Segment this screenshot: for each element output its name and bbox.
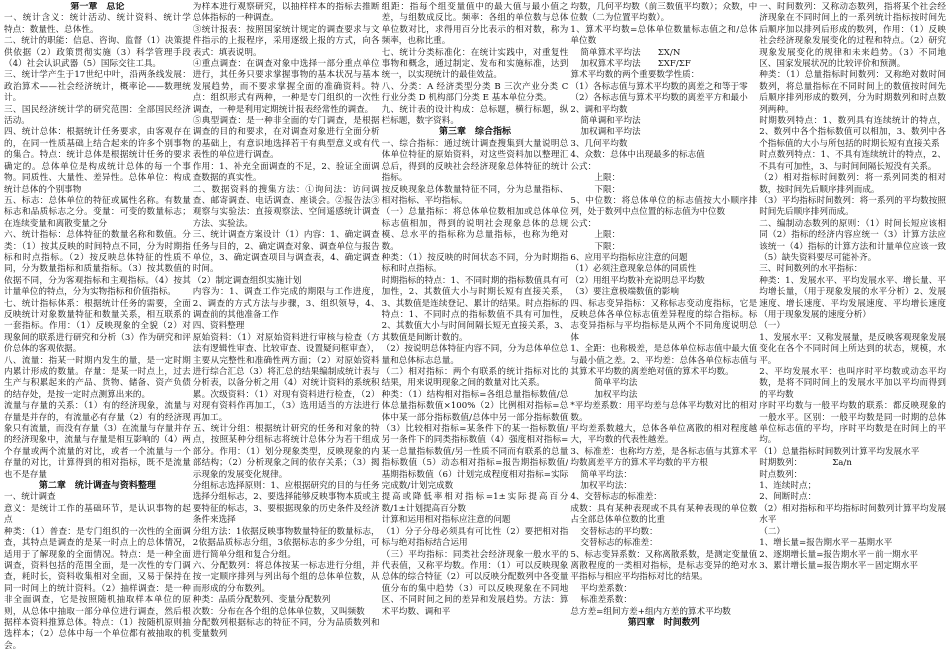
text-paragraph: 一、时间数列：又称动态数列，指将某个社会经济现象在不同时间上的一系列统计指标按时间先后顺序加以排列后形成的数列，作用：（1）反映社会经济现象发展变化的过程和特点。（2）研究现象发展变化的规律和未来趋势。（3）不同地区、国家发展状况的比较评价和预测。 (759, 2, 946, 70)
text-paragraph: 1、增长量=报告期水平－基期水平 (759, 538, 893, 549)
text-paragraph: （三）平均指标：同类社会经济现象一般水平的代表值，又称平均数。作用：（1）可以反映现象总体的综合特征（2）可以反映分配数列中各变量值分布的集中趋势（3）可以反映现象在不同地区、不同时间之间的差异和发展趋势。方法：算术平均数、调和平 (381, 549, 569, 617)
text-paragraph: 流量与存量的关系：（1）有的经济现象，流量与存量是并存的，有流量必有存量（2）有的经济现象只有流量，而没有存量（3）在流量与存量并存的经济现象中，流量与存量是相互影响的（4）两个存量或两个流量的对比，或者一个流量与一个存量的对比，计算得到的相对指标，既不是流量也不是存量 (4, 401, 191, 480)
text-paragraph: 一、统计含义：统计活动、统计资料、统计学 特点：数量性、总体性。 (4, 13, 191, 35)
text-paragraph: 下限： (594, 241, 621, 252)
section-heading: 第四章 时间数列 (627, 617, 700, 628)
text-paragraph: 时点数列特点：1、不具有连续统计的特点，2、不具有可加性，3、与时间间隔长短没有关系。 (759, 150, 946, 172)
text-paragraph: 四、统计总体：根据统计任务要求，由客观存在的，在同一性质基础上结合起来的许多个别事物的集合。特点：统计总体是根据统计任务的要求确定的。总体单位是构成统计总体的每一个事物。同质性、大量性、差异性。总体单位：构成统计总体的个别事物 (4, 127, 191, 195)
column-4 (570, 2, 757, 670)
text-paragraph: 八、分类：A 经济类型分类 B 三次产业分类 C 行业分类 D 机构部门分类 E 基本单位分类。 (381, 81, 569, 104)
text-paragraph: 均数，几何平均数（前三数值平均数）；众数，中位数（二为位置平均数）。 (570, 2, 758, 24)
text-paragraph: 三、时间数列的水平指标： (759, 264, 863, 275)
text-paragraph: 五、统计分组：根据统计研究的任务和对象的特点，按照某种分组标志将统计总体分为若干组成部分。作用：（1）划分现象类型，反映现象的内部结构；（2）分析现象之间的依存关系；（3）揭示现象的发展变化规律。 (192, 424, 380, 480)
text-paragraph: 时期数列： Σa/n (759, 458, 852, 469)
text-paragraph: 1、发展水平：又称发展量，是反映客观现象发展变化在各个不同时间上所达到的状态，规模，水平。 (759, 332, 946, 366)
section-heading: 第一章 总论 (70, 2, 125, 12)
text-paragraph: 加权算术平均法 ΣXF/ΣF (580, 59, 691, 70)
text-paragraph: 种类：（1）总量指标时间数列：又称绝对数时间数列，将总量指标在不同时间上的数值按时间先后顺序排列形成的数列，分为时期数列和时点数列两种。 (759, 70, 946, 115)
text-paragraph: 九、统计表的设计构成：总标题，横行标题，纵栏标题，数字资料。 (381, 104, 569, 127)
text-paragraph: 时期数列特点：1、数列具有连续统计的特点，2、数列中各个指标数值可以相加，3、数列中各个指标值的大小与所包括的时期长短有直接关系 (759, 116, 946, 149)
text-paragraph: 简单平均法： (580, 469, 632, 480)
text-paragraph: 分配数列根据标志的特征不同，分为品质数列和变量数列 (192, 617, 380, 640)
text-paragraph: 八、流量：指某一时期内发生的量，是一定时期内累计形成的数量。存量：是某一时点上，过去生产与积累起来的产品、货物、储备、资产负债的结存处，是按一定时点测算出来的。 (4, 355, 191, 400)
text-paragraph: 1、算术平均数=总体单位数量标志值之和/总体单位数 (570, 24, 758, 47)
text-paragraph: （一） (759, 321, 785, 332)
section-heading: 第三章 综合指标 (438, 127, 511, 138)
text-paragraph: 简单调和平均法 (580, 116, 641, 127)
text-paragraph: 为样本进行观察研究，以抽样样本的指标去推断总体指标的一种调查。 (192, 2, 380, 24)
text-paragraph: 3、几何平均数 (570, 138, 628, 149)
text-paragraph: （2）各标志值与算术平均数的离差平方和最小 (570, 93, 748, 104)
text-paragraph: （2）制定调查组织实施计划 (192, 275, 302, 286)
text-paragraph: 一、统计调查 (4, 492, 56, 503)
text-paragraph: 内容为：1、调查工作完成的期限与工作进度，2、调查的方式方法与步骤，3、组织领导，4、调查前的其他准备工作 (192, 287, 380, 320)
text-paragraph: （1）各标志值与算术平均数的离差之和等于零 (570, 81, 748, 92)
text-paragraph: 3、标准差：也称均方差，是各标志值与其算术平均数离差平方的算术平均数的平方根 (570, 446, 758, 469)
text-paragraph: 1、全距：也称极差，是总体单位标志值中最大值与最小值之差。2、平均差：总体各单位标志值与其算术平均数的离差绝对值的算术平均数。 (570, 344, 758, 377)
text-paragraph: 六、分配数列：将总体按某一标志进行分组，并按一定顺序排列与列出每个组的总体单位数，从而形成的分布数列。 (192, 560, 380, 594)
text-paragraph: （2）按说明总体特征内容不同，分为总体单位总量和总体标志总量。 (381, 344, 569, 366)
text-paragraph: 公式： (570, 161, 597, 172)
text-paragraph: （2）相对指标和平均指标时间数列计算平均发展水平 (759, 503, 946, 526)
text-paragraph: 简单算术平均法 ΣX/N (580, 47, 681, 58)
text-paragraph: 原始资料：（1）对原始资料进行审核与检查（方法有逻辑性审查、比较审查、设置疑问框审查），主要从完整性和准确性两方面；（2）对原始资料进行综合汇总（3）将汇总的结果编制成统计表与分析表，以备分析之用（4）对统计资料的系统积累。次级资料：（1）对现有资料进行检查，（2）对现有资料作再加工，（3）选用适当的方法进行再加工。 (192, 332, 380, 423)
text-paragraph: 6、应用平均指标应注意的问题 (570, 252, 688, 263)
text-paragraph: 平均差系数越大，总体各单位离散的相对程度越大，平均数的代表性越差。 (570, 424, 758, 446)
text-paragraph: 三、国民经济统计学的研究范围：全部国民经济活动。 (4, 104, 191, 127)
text-paragraph: 5、中位数：将总体单位的标志值按大小顺序排列，处于数列中点位置的标志值为中位数 (570, 195, 758, 218)
text-paragraph: 按反映现象总体数量特征不同，分为总量指标、相对指标、平均指标。 (381, 184, 569, 206)
text-paragraph: 种类：1、发展水平、平均发展水平、增长量、平均增长量，（用于现象发展的水平分析）2、发展速度、增长速度、平均发展速度、平均增长速度（用于现象发展的速度分析） (759, 275, 946, 320)
text-paragraph: 3、累计增长量=报告期水平－固定期水平 (759, 560, 918, 571)
text-paragraph: 四、资料整理 (192, 321, 245, 332)
text-paragraph: 2、平均发展水平：也叫序时平均数或动态平均数，是将不同时间上的发展水平加以平均而得到的平均数 (759, 367, 946, 400)
text-paragraph: 六、统计指标：总体特征的数量名称和数值。分类：（1）按其反映的时间特点不同，分为时期指标和时点指标。（2）按反映总体特征的性质不同，分为数量指标和质量指标。（3）按其数值的依据不同，分为客观指标和主观指标。（4）按其计量单位的特点，分为实物指标和价值指标。 (4, 230, 191, 298)
text-paragraph: 4、交替标志的标准差： (570, 492, 662, 503)
text-paragraph: 五、标志：总体单位的特征或属性名称。有数量标志和品质标志之分。变量：可变的数量标志；在连续变量和离散变量之分 (4, 195, 191, 229)
text-paragraph: 四、标志变异指标：又称标志变动度指标，它是反映总体各单位标志值差异程度的综合指标。标志变异指标与平均指标是从两个不同角度说明总体 (570, 298, 758, 343)
column-5 (759, 2, 946, 670)
text-paragraph: 二、数据资料的搜集方法：①询问法：访问调查、邮寄调查、电话调查、座谈会。②报告法③观察与实验法：直接观察法、空间遥感统计调查方法、实验法。 (192, 184, 380, 229)
text-paragraph: 2、逐期增长量=报告期水平－前一期水平 (759, 549, 918, 560)
text-paragraph: 计算和运用相对指标应注意的问题 (381, 515, 511, 526)
text-paragraph: 时点数列： (759, 469, 803, 480)
text-paragraph: 意义：是统计工作的基础环节，是认识事物的起点 (4, 503, 191, 526)
text-paragraph: 2、调和平均数 (570, 104, 628, 115)
text-paragraph: （一）总量指标：将总体单位数相加或总体单位标志值相加，得到的说明社会现象总体的总规模、总水平的指标称为总量指标，也称为绝对数。 (381, 207, 569, 252)
text-paragraph: （3）平均指标时间数列：将一系列的平均数按照时间先后顺序排列而成。 (759, 195, 946, 218)
section-heading: 第二章 统计调查与资料整理 (38, 481, 156, 492)
text-paragraph: 次数：分布在各个组的总体单位数，又叫频数 (192, 606, 365, 617)
text-paragraph: 时期指标的特点：1、不同时期的指标数值具有可加性，2、其数值大小与时期长短有直接关系，3、其数值是连续登记、累计的结果。时点指标的特点：1、不同时点的指标数值不具有可加性，2、其数值大小与时间间隔长短无直接关系，3、其数值是间断计数的。 (381, 275, 569, 343)
text-paragraph: 序时平均数与一般平均数的联系：都反映现象的一般水平。区别：一般平均数是同一时期的总体单位标志值的平均，序时平均数是在时间上的平均。 (759, 401, 946, 446)
text-paragraph: （二）相对指标：两个有联系的统计指标对比的结果，用来说明现象之间的数量对比关系。 (381, 367, 569, 389)
text-paragraph: *平均差系数：用平均差与总体平均数对比的相对数。 (570, 401, 758, 423)
text-paragraph: （1）总量指标时间数列计算平均发展水平 (759, 446, 920, 457)
text-paragraph: 七、统计指标体系：根据统计任务的需要，全面反映统计对象数量特征和数量关系，相互联系的一套指标。作用：（1）反映现象的全貌（2）对现象间的联系进行研究和分析（3）作为研究和评价总体的客观依据。 (4, 298, 191, 355)
text-paragraph: 5、标志变异系数：又称离散系数，是测定变量值离散程度的一类相对指标，是标志变异的绝对水平指标与相应平均指标对比的结果。 (570, 549, 758, 583)
text-paragraph: 二、编制动态数列的原则：（1）时间长短应该相同（2）指标的经济内容应统一（3）计算方法应该统一（4）指标的计算方法和计量单位应该一致（5）缺失资料要尽可能补齐。 (759, 218, 946, 263)
text-paragraph: 1、连续时点； (759, 481, 817, 492)
text-paragraph: 二、统计的职能：信息、咨询、监督（1）决策提供依据（2）政策贯彻实施（3）科学管理手段（4）社会认识武器（5）国际交往工具。 (4, 36, 191, 70)
text-paragraph: （二） (759, 526, 785, 537)
text-paragraph: 分组方法：1依据反映事物数量特征的数量标志，2依据品质标志分组，3依据标志的多少分组，可进行简单分组和复合分组。 (192, 526, 380, 560)
text-paragraph: 种类：品质分配数列、变量分配数列 (192, 595, 331, 606)
text-paragraph: 交替标志的标准差： (580, 538, 658, 549)
text-paragraph: 提高或降低率相对指标=1±实际提高百分数/1±计划提高百分数 (381, 492, 569, 514)
text-paragraph: 七、统计分类标准化：在统计实践中，对重复性事物和概念，通过制定、发布和实施标准，达到统一，以实现统计的最佳效益。 (381, 47, 569, 81)
text-paragraph: 作用：1、补充全面调查的不足，2、验证全面调查数据的真实性。 (192, 161, 380, 184)
text-paragraph: 上限： (594, 230, 621, 241)
text-paragraph: 种类：（1）结构相对指标=各组总量指标数值/总体总量指标数值×100%（2）比例相对指标=总体中某一部分指标数值/总体中另一部分指标数值（3）比较相对指标=某条件下的某一指标数值/另一条件下的同类指标数值（4）强度相对指标=某一总量指标数值/另一性质不同而有联系的总量指标数值（5）动态相对指标=报告期指标数值/基期指标数值（6）计划完成程度相对指标=实际完成数/计划完成数 (381, 389, 569, 492)
text-paragraph: （2）用组平均数补充说明总平均数 (570, 275, 705, 286)
text-paragraph: （1）分子分母必须具有可比性（2）要把相对指标与绝对指标结合运用 (381, 526, 569, 549)
column-2 (193, 2, 380, 670)
text-paragraph: 上限： (594, 173, 621, 184)
text-paragraph: ③统计报表：按照国家统计规定的调查要求与文件指示的上报程序，采用逐级上报的方式，向各 表式：填表说明。 (192, 24, 380, 58)
text-paragraph: 分组标志选择原则：1、应根据研究的目的与任务选择分组标志，2、要选择能够反映事物本质或主要特征的标志，3、要根据现象的历史条件及经济条件来选择 (192, 481, 380, 526)
text-paragraph: （3）要注意极端数值的影响 (570, 287, 679, 298)
text-paragraph: 平均差系数： (580, 583, 632, 594)
text-paragraph: 交替标志的平均数： (580, 526, 658, 537)
text-paragraph: 种类：（1）按反映的时间状态不同，分为时期指标和时点指标。 (381, 252, 569, 275)
text-paragraph: 三、统计学产生于17世纪中叶，沿两条线发展：政治算术——社会经济统计，概率论——数理统计。 (4, 70, 191, 104)
text-paragraph: ④重点调查：在调查对象中选择一部分重点单位进行，其任务只要求掌握事物的基本状况与基本发展趋势，而不要求掌握全面的准确资料。特点：组织形式有两种，一种是专门组织的一次性调查，一种是利用定期统计报表经常性的调查。 (192, 59, 380, 115)
text-paragraph: （2）相对指标时间数列：将一系列同类的相对数，按时间先后顺序排列而成。 (759, 173, 946, 195)
text-paragraph: 成数：具有某种表现或不具有某种表现的单位数占全部总体单位数的比重 (570, 503, 758, 526)
text-paragraph: 一、综合指标：通过统计调查搜集到大量说明总体单位特征的原始资料，对这些资料加以整理汇总后，得到的反映社会经济现象总体特征的统计指标。 (381, 138, 569, 184)
text-paragraph: 组距：指每个组变量值中的最大值与最小值之差，与组数成反比。频率：各组的单位数与总体单位数对比，求得用百分比表示的相对数，称为频率，也称比重。 (381, 2, 569, 47)
text-paragraph: 总方差=组间方差+组内方差的算术平均数 (570, 606, 731, 617)
text-paragraph: 公式： (570, 218, 597, 229)
text-paragraph: 简单平均法 (594, 378, 638, 389)
text-paragraph: ⑤典型调查：是一种非全面的专门调查，是根据调查的目的和要求，在对调查对象进行全面分析的基础上，有意识地选择若干有典型意义或有代表性的单位进行调查。 (192, 116, 380, 161)
text-paragraph: 加权平均法 (594, 389, 638, 400)
column-1 (4, 2, 191, 670)
text-paragraph: （1）必须注意现象总体的同质性 (570, 264, 697, 275)
text-paragraph: 三、统计调查方案设计（1）内容：1、确定调查任务与目的，2、确定调查对象、调查单位与报告单位，3、确定调查项目与调查表，4、确定调查时间。 (192, 230, 380, 275)
column-3 (382, 2, 569, 670)
text-paragraph: 种类：（1）普查：是专门组织的一次性的全面调查，其特点是调查的是某一时点上的总体情况，适用于了解现象的全面情况。特点：是一种全面调查，资料包括的范围全面，是一次性的专门调查，耗时长，资料收集相对全面，又易于保持在同一时间上的统计资料。（2）抽样调查：是一种非全面调查，它是按照随机抽取样本单位的原则，从总体中抽取一部分单位进行调查，然后根据样本资料推算总体。特点：（1）按随机原则抽选样本；（2）总体中每一个单位都有被抽取的机会。 (4, 526, 191, 651)
text-paragraph: 加权调和平均法 (580, 127, 641, 138)
text-paragraph: 下限： (594, 184, 621, 195)
text-paragraph: 标准差系数： (580, 595, 632, 606)
text-paragraph: 加权平均法： (580, 481, 632, 492)
text-paragraph: 算术平均数的两个重要数学性质： (570, 70, 700, 81)
text-paragraph: 2、间断时点： (759, 492, 817, 503)
text-paragraph: 4、众数：总体中出现最多的标志值 (570, 150, 705, 161)
